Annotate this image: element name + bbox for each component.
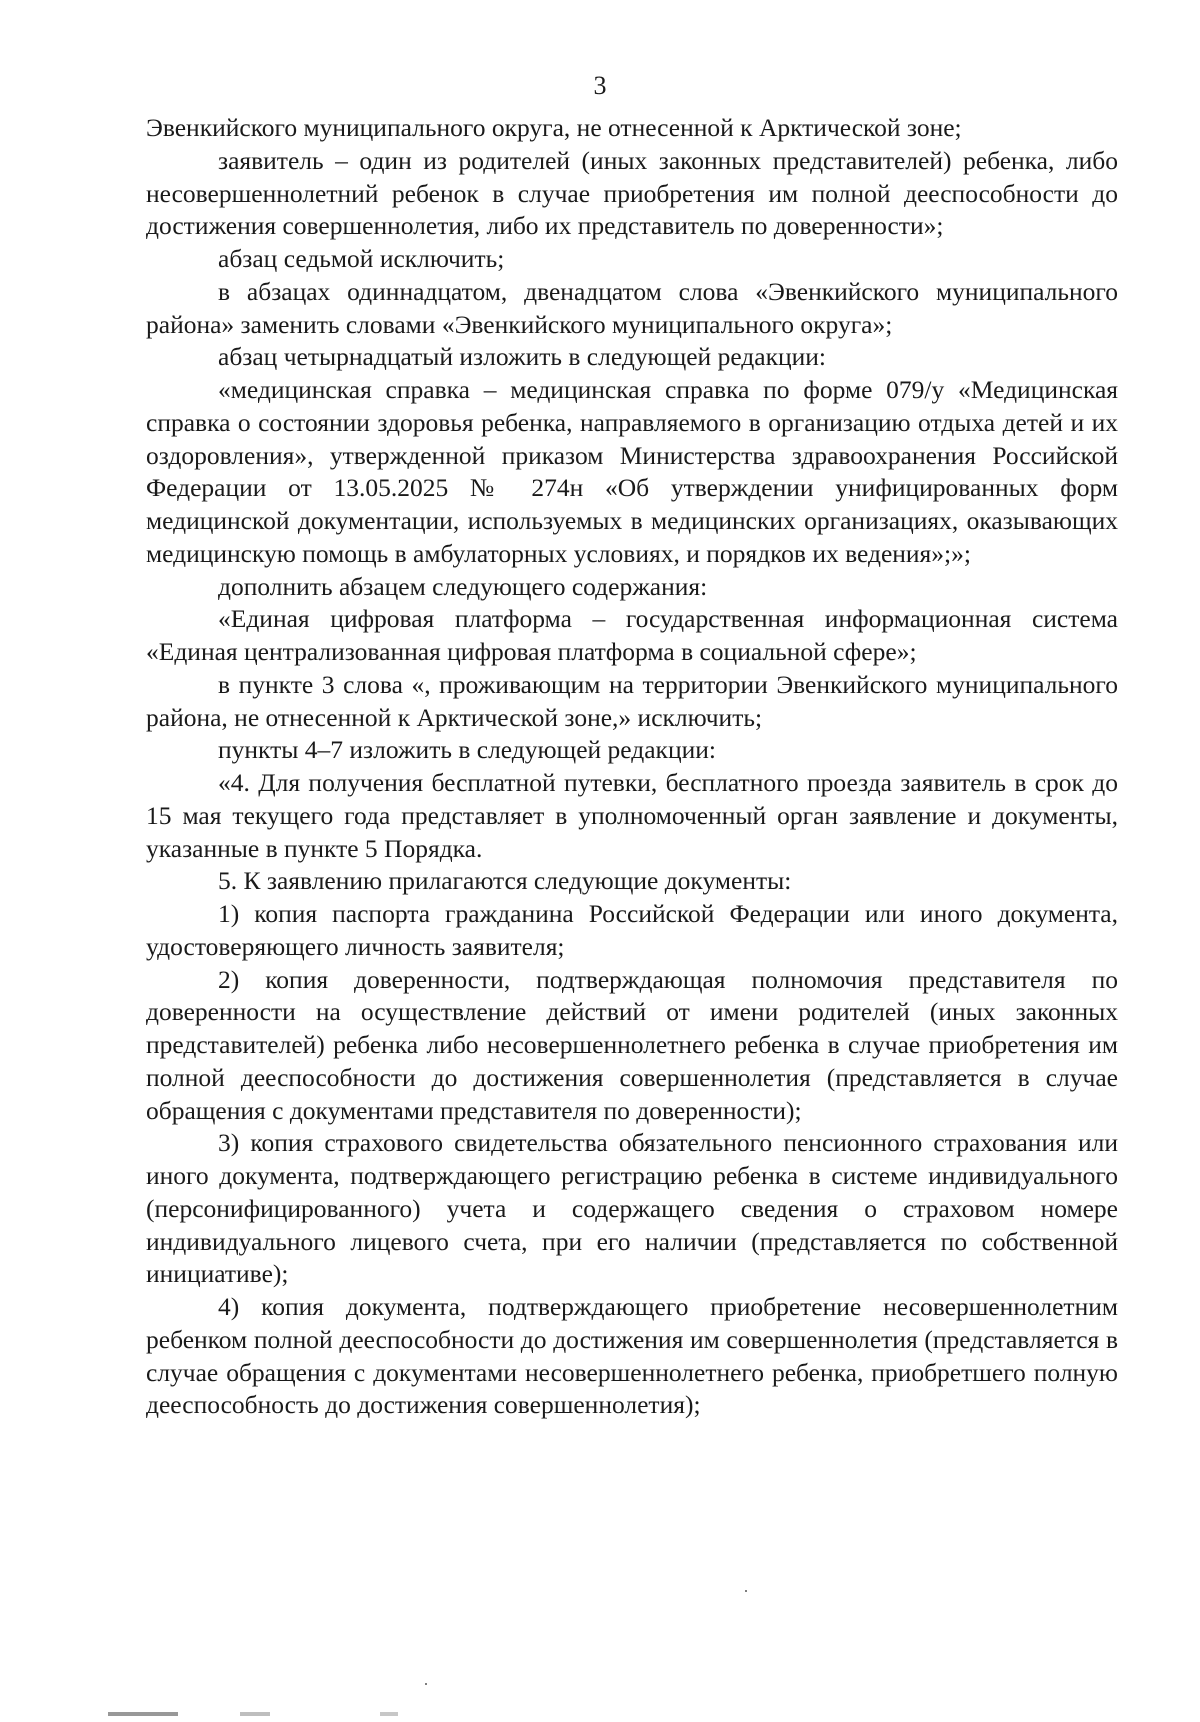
scan-speck: [425, 1683, 427, 1685]
paragraph: абзац седьмой исключить;: [218, 244, 505, 273]
paragraph: абзац четырнадцатый изложить в следующей редакции:: [218, 342, 827, 372]
paragraph: дополнить абзацем следующего содержания:: [218, 571, 708, 601]
scan-edge-mark: [240, 1712, 270, 1716]
paragraph: 2) копия доверенности, подтверждающая полномочия представителя по доверенности на осуществление действий от имени родителей (иных законных представителей) ребенка либо несовершеннолетнего ребенка в случае приобретения им полной дееспособности до достижения совершеннолетия (представляется в случае обращения с документами представителя по доверенности);: [146, 964, 1118, 1125]
paragraph: пункты 4–7 изложить в следующей редакции:: [218, 735, 716, 765]
document-body: [146, 112, 1118, 1422]
paragraph: 3) копия страхового свидетельства обязательного пенсионного страхования или иного документа, подтверждающего регистрацию ребенка в системе индивидуального (персонифицированного) учета и содержащего сведения о страховом номере индивидуального лицевого счета, при его наличии (представляется по собственной инициативе);: [146, 1128, 1118, 1289]
paragraph: 5. К заявлению прилагаются следующие документы:: [218, 866, 792, 896]
scan-edge-mark: [380, 1712, 398, 1716]
paragraph: в пункте 3 слова «, проживающим на территории Эвенкийского муниципального района, не отнесенной к Арктической зоне,» исключить;: [146, 669, 1118, 732]
page-number: 3: [593, 71, 607, 100]
scan-edge-mark: [108, 1712, 178, 1716]
paragraph: «медицинская справка – медицинская справка по форме 079/у «Медицинская справка о состоянии здоровья ребенка, направляемого в организацию отдыха детей и их оздоровления», утвержденной приказом Министерства здравоохранения Российской Федерации от 13.05.2025 № 274н «Об утверждении унифицированных форм медицинской документации, используемых в медицинских организациях, оказывающих медицинскую помощь в амбулаторных условиях, и порядков их ведения»;»;: [146, 375, 1118, 568]
paragraph: «4. Для получения бесплатной путевки, бесплатного проезда заявитель в срок до 15 мая текущего года представляет в уполномоченный орган заявление и документы, указанные в пункте 5 Порядка.: [146, 768, 1118, 863]
paragraph: заявитель – один из родителей (иных законных представителей) ребенка, либо несовершеннолетний ребенок в случае приобретения им полной дееспособности до достижения совершеннолетия, либо их представитель по доверенности»;: [146, 145, 1118, 241]
paragraph: 1) копия паспорта гражданина Российской Федерации или иного документа, удостоверяющего личность заявителя;: [146, 899, 1118, 961]
paragraph: «Единая цифровая платформа – государственная информационная система «Единая централизованная цифровая платформа в социальной сфере»;: [146, 604, 1118, 666]
paragraph: 4) копия документа, подтверждающего приобретение несовершеннолетним ребенком полной дееспособности до достижения им совершеннолетия (представляется в случае обращения с документами несовершеннолетнего ребенка, приобретшего полную дееспособность до достижения совершеннолетия);: [146, 1292, 1118, 1420]
paragraph: в абзацах одиннадцатом, двенадцатом слова «Эвенкийского муниципального района» заменить словами «Эвенкийского муниципального округа»;: [146, 276, 1118, 339]
paragraph: Эвенкийского муниципального округа, не отнесенной к Арктической зоне;: [146, 113, 962, 142]
scan-speck: [745, 1590, 747, 1592]
